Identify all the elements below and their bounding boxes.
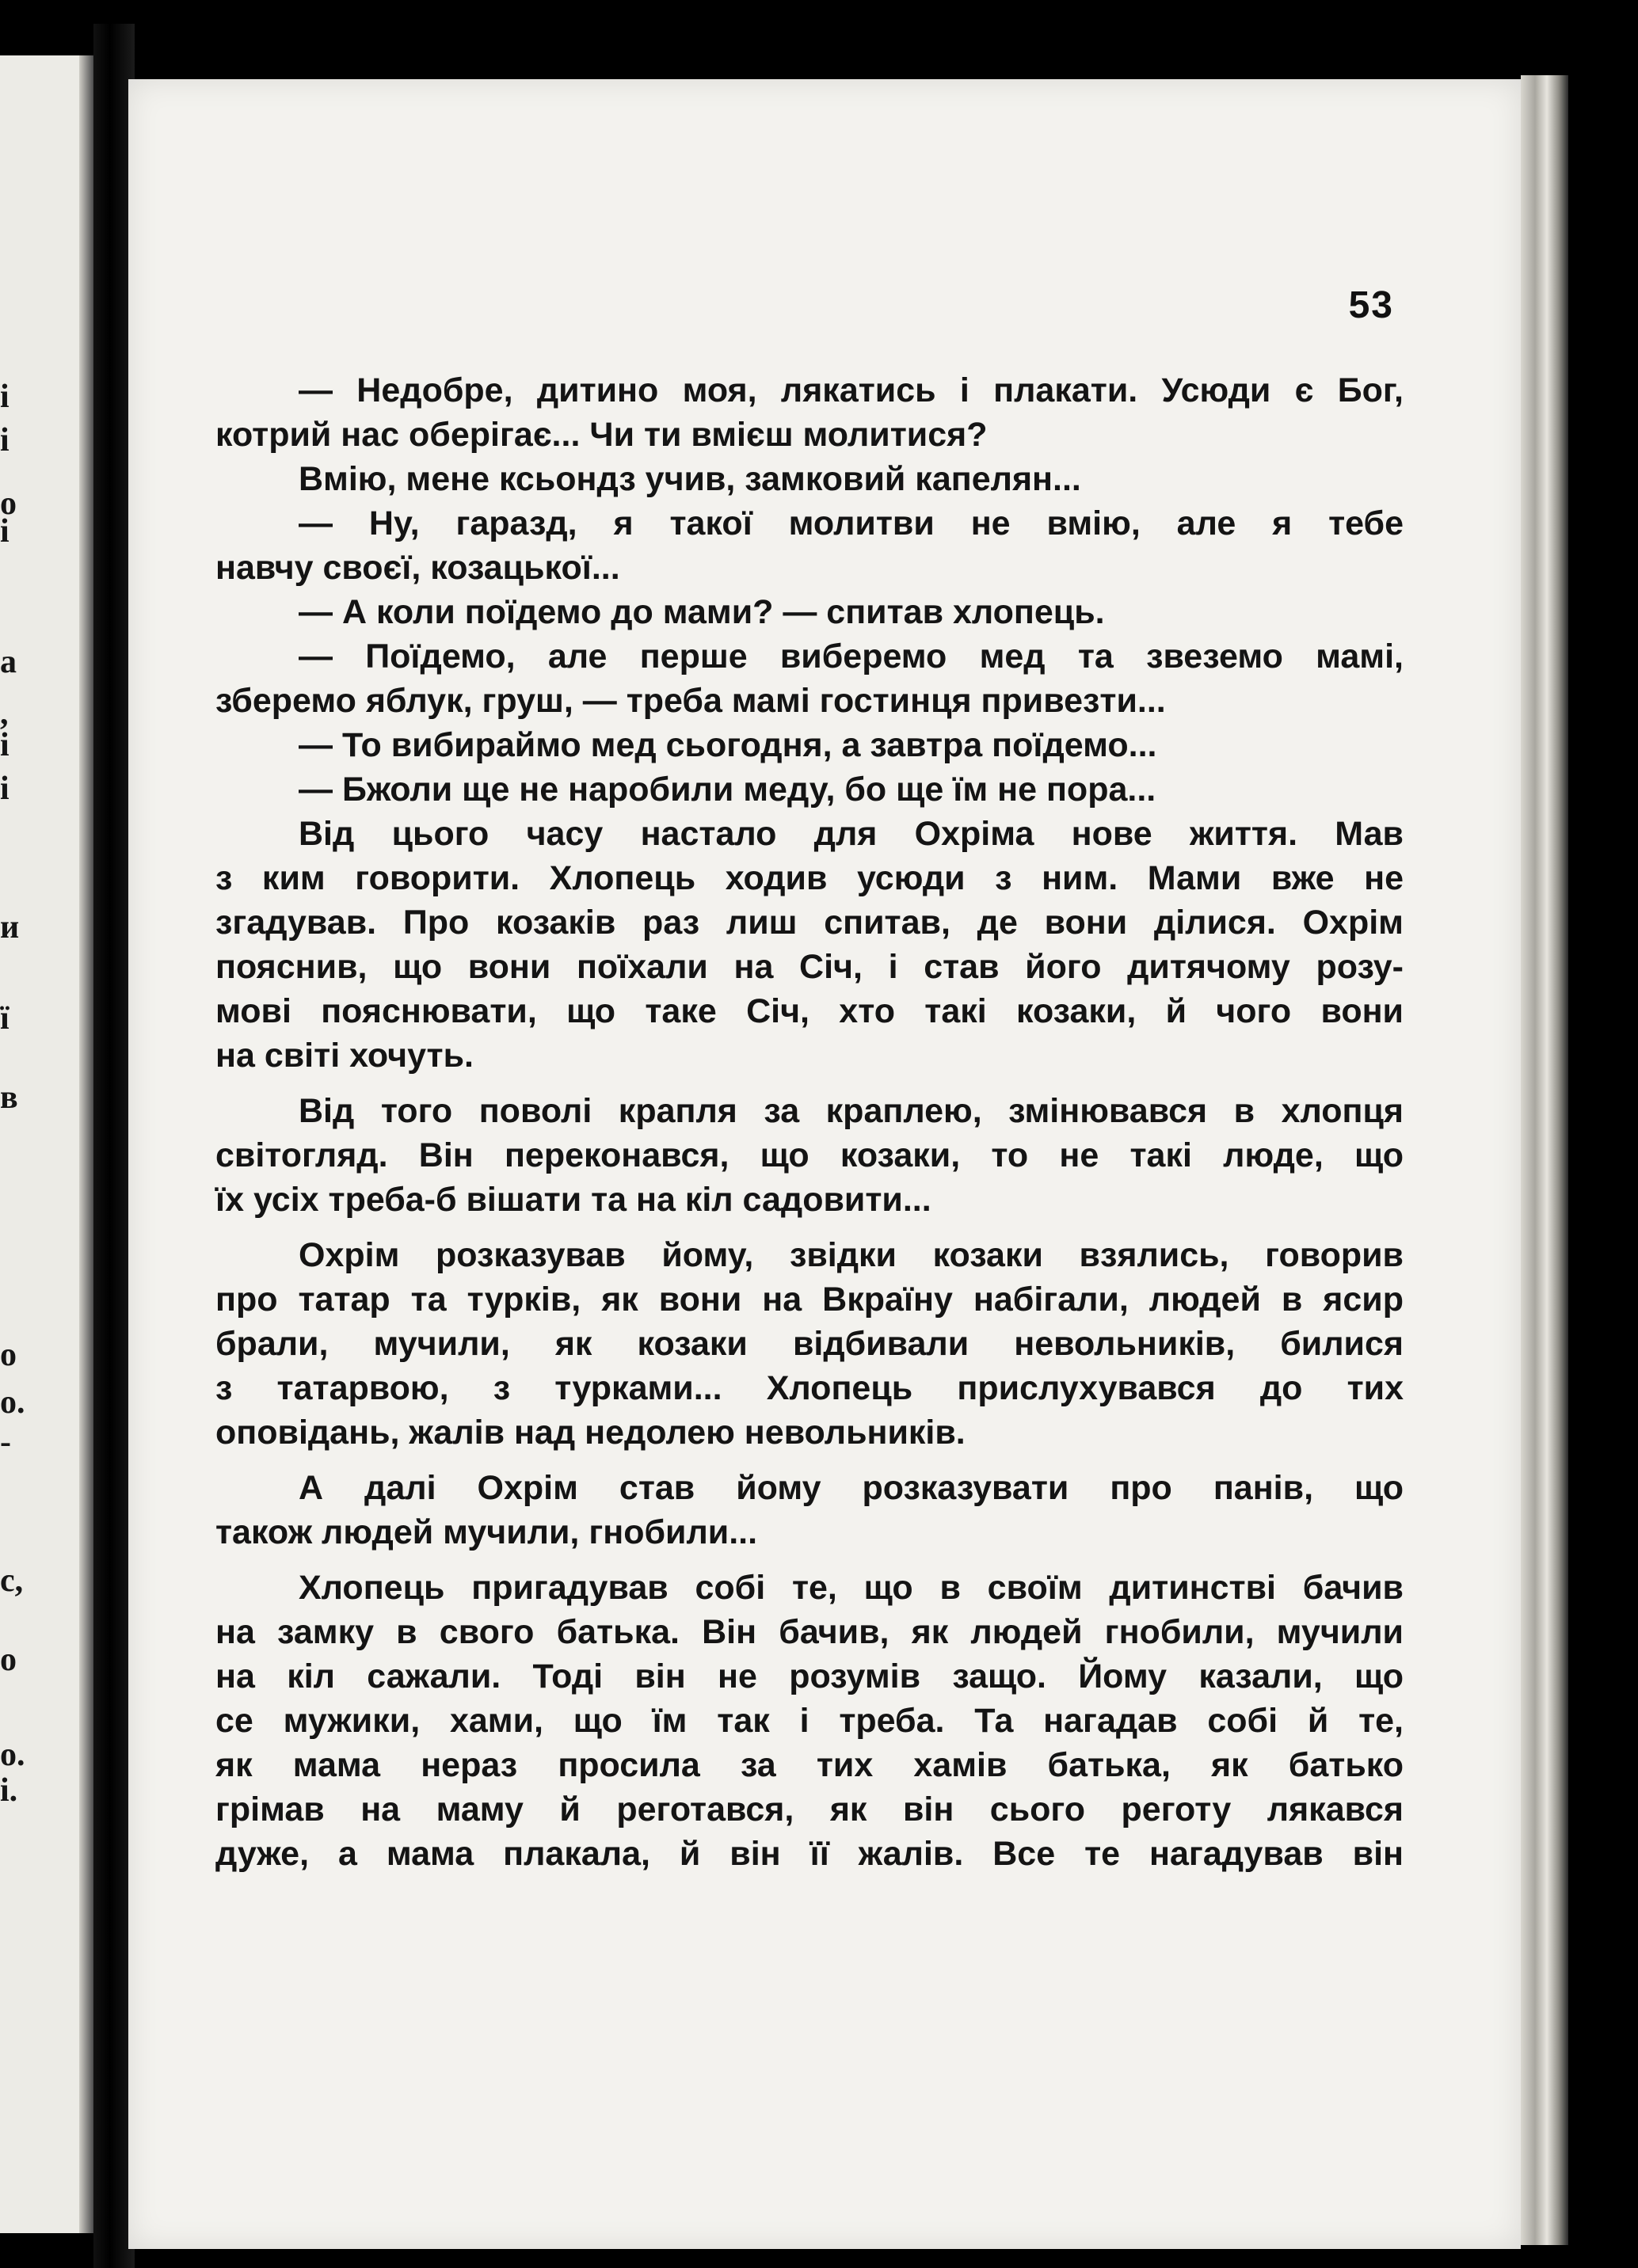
text-line: — А коли поїдемо до мами? — спитав хлопець. <box>299 593 1105 631</box>
text-line: — Поїдемо, але перше виберемо мед та звеземо мамі, <box>299 637 1404 675</box>
left-page-fragment: с, <box>0 1562 24 1599</box>
text-line: — Ну, гаразд, я такої молитви не вмію, але я тебе <box>299 504 1404 542</box>
text-line: грімав на маму й реготався, як він сього реготу лякався <box>215 1790 1404 1828</box>
paragraph-gap <box>215 1554 1404 1566</box>
left-page-fragment: і <box>0 422 10 459</box>
text-line: — Недобре, дитино моя, лякатись і плакати. Усюди є Бог, <box>299 371 1404 409</box>
left-page-fragment: о <box>0 1337 17 1373</box>
text-line: на замку в свого батька. Він бачив, як людей гнобили, мучили <box>215 1613 1404 1651</box>
left-page-fragment: і. <box>0 1772 18 1809</box>
text-line: брали, мучили, як козаки відбивали невольників, билися <box>215 1325 1404 1363</box>
text-line: зберемо яблук, груш, — треба мамі гостинця привезти... <box>215 682 1166 720</box>
text-line: котрий нас оберігає... Чи ти вмієш молитися? <box>215 416 988 454</box>
left-page-fragment: і <box>0 771 10 807</box>
paragraph-gap <box>215 1455 1404 1466</box>
text-line: з ким говорити. Хлопець ходив усюди з ним. Мами вже не <box>215 859 1404 897</box>
text-line: Вмію, мене ксьондз учив, замковий капелян... <box>299 460 1081 498</box>
text-line: Від того поволі крапля за краплею, змінювався в хлопця <box>299 1092 1404 1130</box>
text-line: дуже, а мама плакала, й він її жалів. Все те нагадував він <box>215 1835 1404 1873</box>
text-line: на світі хочуть. <box>215 1037 474 1075</box>
text-line: про татар та турків, як вони на Вкраїну набігали, людей в ясир <box>215 1281 1404 1319</box>
left-page-fragment: и <box>0 909 20 946</box>
left-page-fragment: о. <box>0 1737 25 1773</box>
paragraph-gap <box>215 1222 1404 1233</box>
text-line: на кіл сажали. Тоді він не розумів защо. Йому казали, що <box>215 1657 1404 1695</box>
text-line: се мужики, хами, що їм так і треба. Та нагадав собі й те, <box>215 1702 1404 1740</box>
left-page-fragment: і <box>0 727 10 763</box>
left-page-fragment: а <box>0 644 17 680</box>
text-line: — Бжоли ще не наробили меду, бо ще їм не пора... <box>299 771 1156 809</box>
text-line: — То вибираймо мед сьогодня, а завтра поїдемо... <box>299 726 1157 764</box>
text-line: навчу своєї, козацької... <box>215 549 620 587</box>
page-fold <box>79 55 93 2233</box>
text-line: А далі Охрім став йому розказувати про панів, що <box>299 1469 1404 1507</box>
left-page-edge <box>0 55 93 2233</box>
left-page-fragment: і <box>0 513 10 550</box>
text-line: з татарвою, з турками... Хлопець прислухувався до тих <box>215 1369 1404 1407</box>
text-line: згадував. Про козаків раз лиш спитав, де вони ділися. Охрім <box>215 904 1404 942</box>
page-body-text <box>215 368 1404 1876</box>
left-page-fragment: ї <box>0 1000 10 1037</box>
left-page-fragment: о <box>0 1642 17 1678</box>
text-line: також людей мучили, гнобили... <box>215 1513 758 1551</box>
left-page-fragment: - <box>0 1424 11 1460</box>
page-number: 53 <box>1348 284 1394 326</box>
left-page-fragment: в <box>0 1079 18 1116</box>
text-line: оповідань, жалів над недолею невольників. <box>215 1414 966 1452</box>
text-line: мові пояснювати, що таке Січ, хто такі козаки, й чого вони <box>215 992 1404 1030</box>
text-line: їх усіх треба-б вішати та на кіл садовити... <box>215 1181 931 1219</box>
right-page-edge <box>1521 75 1568 2245</box>
paragraph-gap <box>215 1078 1404 1089</box>
left-page-fragment: о. <box>0 1384 25 1421</box>
left-page-fragment: , <box>0 695 9 732</box>
book-page <box>128 79 1521 2249</box>
text-line: світогляд. Він переконався, що козаки, то не такі люде, що <box>215 1136 1404 1174</box>
left-page-fragment: і <box>0 379 10 415</box>
text-line: пояснив, що вони поїхали на Січ, і став його дитячому розу- <box>215 948 1404 986</box>
text-line: Хлопець пригадував собі те, що в своїм дитинстві бачив <box>299 1569 1404 1607</box>
text-line: Охрім розказував йому, звідки козаки взялись, говорив <box>299 1236 1404 1274</box>
text-line: як мама нераз просила за тих хамів батька, як батько <box>215 1746 1404 1784</box>
text-line: Від цього часу настало для Охріма нове життя. Мав <box>299 815 1404 853</box>
left-page-fragment: о <box>0 485 17 522</box>
